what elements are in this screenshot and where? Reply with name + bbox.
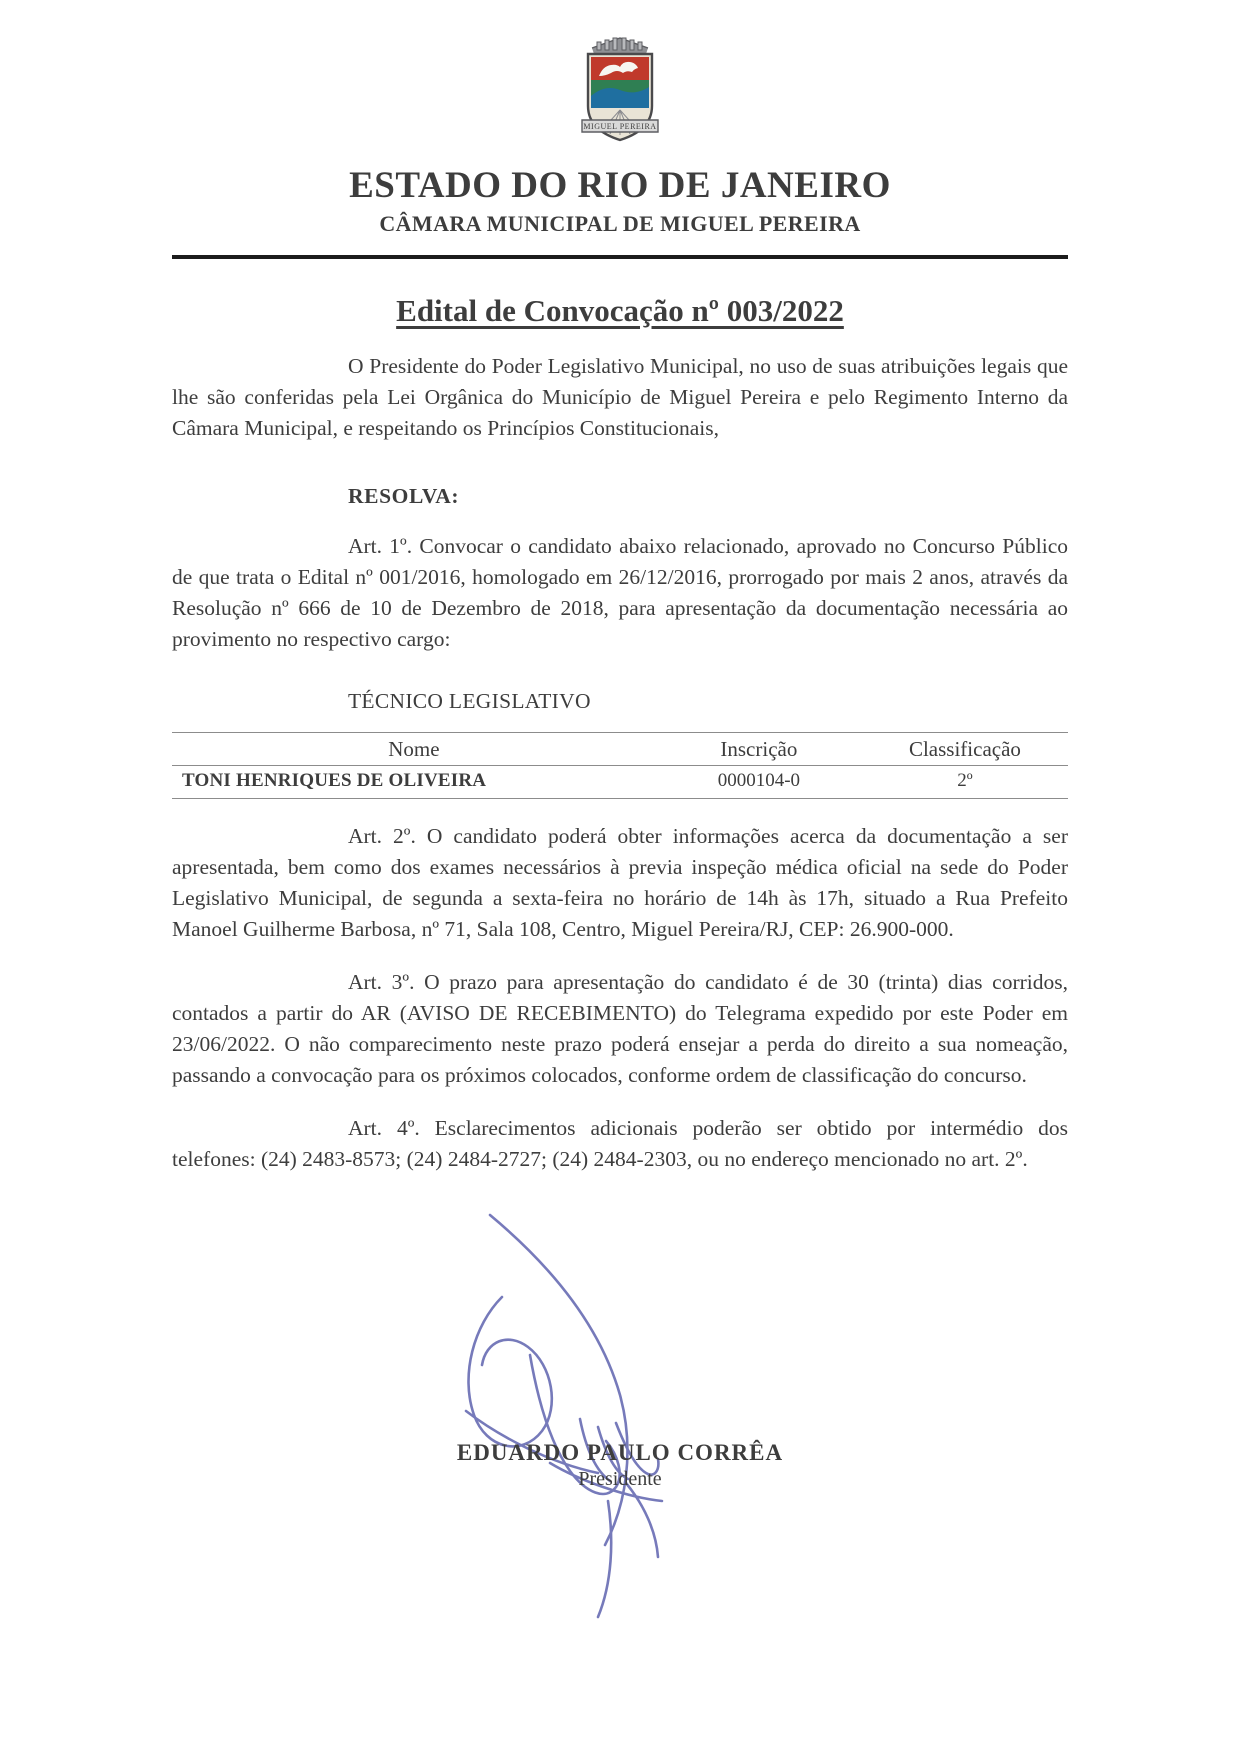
signature-name: EDUARDO PAULO CORRÊA <box>456 1440 784 1465</box>
table-header-row <box>172 733 1068 766</box>
signature-role: Presidente <box>578 1468 662 1490</box>
column-header-classificacao: Classificação <box>862 733 1068 766</box>
header-state: ESTADO DO RIO DE JANEIRO <box>349 165 891 206</box>
article-2-paragraph: Art. 2º. O candidato poderá obter informações acerca da documentação a ser apresentada, bem como dos exames necessários à previa inspeção médica oficial na sede do Poder Legislativo Municipal, de segunda a sexta-feira no horário de 14h às 17h, situado a Rua Prefeito Manoel Guilherme Barbosa, nº 71, Sala 108, Centro, Miguel Pereira/RJ, CEP: 26.900-000. <box>172 824 1068 941</box>
svg-text:MIGUEL PEREIRA: MIGUEL PEREIRA <box>583 122 657 131</box>
coat-of-arms-icon <box>572 34 668 146</box>
table-row <box>172 766 1068 799</box>
handwritten-signature <box>430 1205 750 1625</box>
article-3-paragraph: Art. 3º. O prazo para apresentação do candidato é de 30 (trinta) dias corridos, contados a partir do AR (AVISO DE RECEBIMENTO) do Telegrama expedido por este Poder em 23/06/2022. O não comparecimento neste prazo poderá ensejar a perda do direito a sua nomeação, passando a convocação para os próximos colocados, conforme ordem de classificação do concurso. <box>172 970 1068 1087</box>
cell-classificacao: 2º <box>862 766 1068 799</box>
header-divider <box>172 255 1068 259</box>
column-header-inscricao: Inscrição <box>656 733 862 766</box>
column-header-nome: Nome <box>172 733 656 766</box>
preamble-paragraph: O Presidente do Poder Legislativo Municipal, no uso de suas atribuições legais que lhe são conferidas pela Lei Orgânica do Município de Miguel Pereira e pelo Regimento Interno da Câmara Municipal, e respeitando os Princípios Constitucionais, <box>172 354 1068 440</box>
candidates-table <box>172 732 1068 799</box>
cargo-label: TÉCNICO LEGISLATIVO <box>348 689 591 713</box>
cell-inscricao: 0000104-0 <box>656 766 862 799</box>
resolva-label: RESOLVA: <box>348 484 460 508</box>
document-header <box>172 164 1068 237</box>
signature-block <box>0 1440 1240 1491</box>
page-title: Edital de Convocação nº 003/2022 <box>396 293 844 328</box>
header-chamber: CÂMARA MUNICIPAL DE MIGUEL PEREIRA <box>379 211 861 236</box>
article-1-paragraph: Art. 1º. Convocar o candidato abaixo relacionado, aprovado no Concurso Público de que trata o Edital nº 001/2016, homologado em 26/12/2016, prorrogado por mais 2 anos, através da Resolução nº 666 de 10 de Dezembro de 2018, para apresentação da documentação necessária ao provimento no respectivo cargo: <box>172 534 1068 651</box>
cell-nome: TONI HENRIQUES DE OLIVEIRA <box>172 766 656 799</box>
article-4-paragraph: Art. 4º. Esclarecimentos adicionais poderão ser obtido por intermédio dos telefones: (24) 2483-8573; (24) 2484-2727; (24) 2484-2303, ou no endereço mencionado no art. 2º. <box>172 1116 1068 1171</box>
crest-container <box>172 0 1068 146</box>
